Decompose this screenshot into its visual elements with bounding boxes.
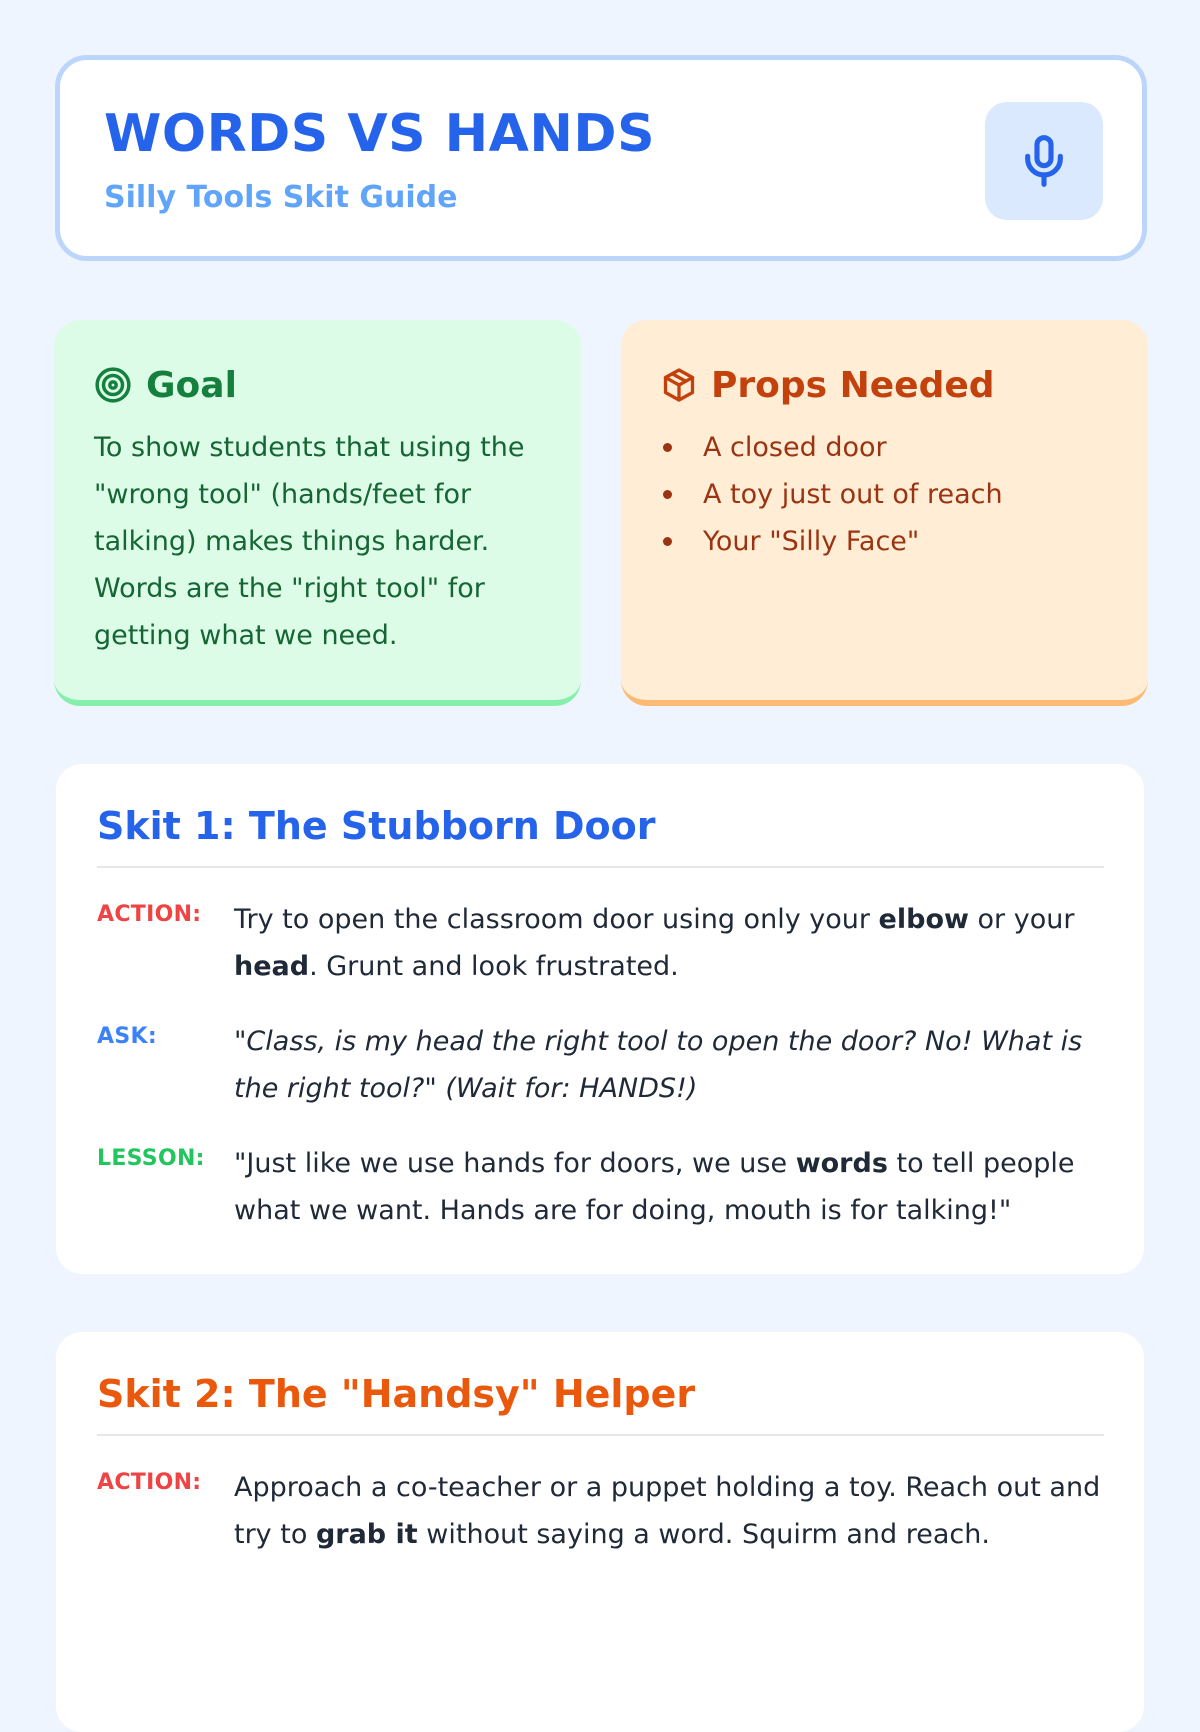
- skit-title: Skit 1: The Stubborn Door: [97, 804, 1104, 868]
- action-label: ACTION:: [97, 902, 202, 927]
- lesson-text-bold: words: [795, 1148, 888, 1179]
- box-icon: [661, 367, 697, 403]
- microphone-icon: [1016, 129, 1072, 193]
- header-card: [55, 55, 1147, 261]
- action-text-part: without saying a word. Squirm and reach.: [417, 1519, 990, 1550]
- props-heading: Props Needed: [711, 364, 995, 406]
- lesson-text-part: to tell people what we want. Hands are for doing, mouth is for talking!": [234, 1148, 1075, 1226]
- action-text-bold: grab it: [315, 1519, 418, 1550]
- action-text-bold: elbow: [878, 904, 969, 935]
- skit-step-action: [97, 896, 1104, 990]
- action-text-part: Approach a co-teacher or a puppet holding a toy. Reach out and try to: [234, 1472, 1101, 1550]
- target-icon: [94, 366, 132, 404]
- list-item: Your "Silly Face": [661, 518, 1110, 565]
- skit-title: Skit 2: The "Handsy" Helper: [97, 1372, 1104, 1436]
- action-text-part: or your: [968, 904, 1075, 935]
- page-title: WORDS VS HANDS: [104, 104, 656, 164]
- props-heading-row: [661, 360, 1110, 410]
- ask-label: ASK:: [97, 1024, 157, 1049]
- lesson-text: [234, 1140, 1104, 1234]
- ask-text: "Class, is my head the right tool to open the door? No! What is the right tool?" (Wait for: HANDS!): [234, 1026, 1083, 1104]
- action-text: [234, 896, 1104, 990]
- lesson-text-part: "Just like we use hands for doors, we use: [234, 1148, 796, 1179]
- goal-text: To show students that using the "wrong tool" (hands/feet for talking) makes things harder. Words are the "right tool" for getting what we need.: [94, 432, 525, 651]
- action-text-part: . Grunt and look frustrated.: [309, 951, 679, 982]
- microphone-button[interactable]: [985, 102, 1103, 220]
- list-item: A toy just out of reach: [661, 471, 1110, 518]
- props-card: [621, 320, 1148, 706]
- goal-heading-row: [94, 360, 543, 410]
- skit-step-lesson: [97, 1140, 1104, 1234]
- goal-heading: Goal: [146, 364, 237, 406]
- action-text: [234, 1464, 1104, 1558]
- skit-step-action: [97, 1464, 1104, 1558]
- action-text-bold: head: [234, 951, 310, 982]
- action-text-part: Try to open the classroom door using only your: [234, 904, 879, 935]
- page-subtitle: Silly Tools Skit Guide: [104, 180, 458, 215]
- skit-step-ask: [97, 1018, 1104, 1112]
- action-label: ACTION:: [97, 1470, 202, 1495]
- props-list: [661, 424, 1110, 565]
- goal-card: [54, 320, 581, 706]
- list-item: A closed door: [661, 424, 1110, 471]
- skit-card-1: [56, 764, 1144, 1274]
- skit-card-2: [56, 1332, 1144, 1732]
- lesson-label: LESSON:: [97, 1146, 205, 1171]
